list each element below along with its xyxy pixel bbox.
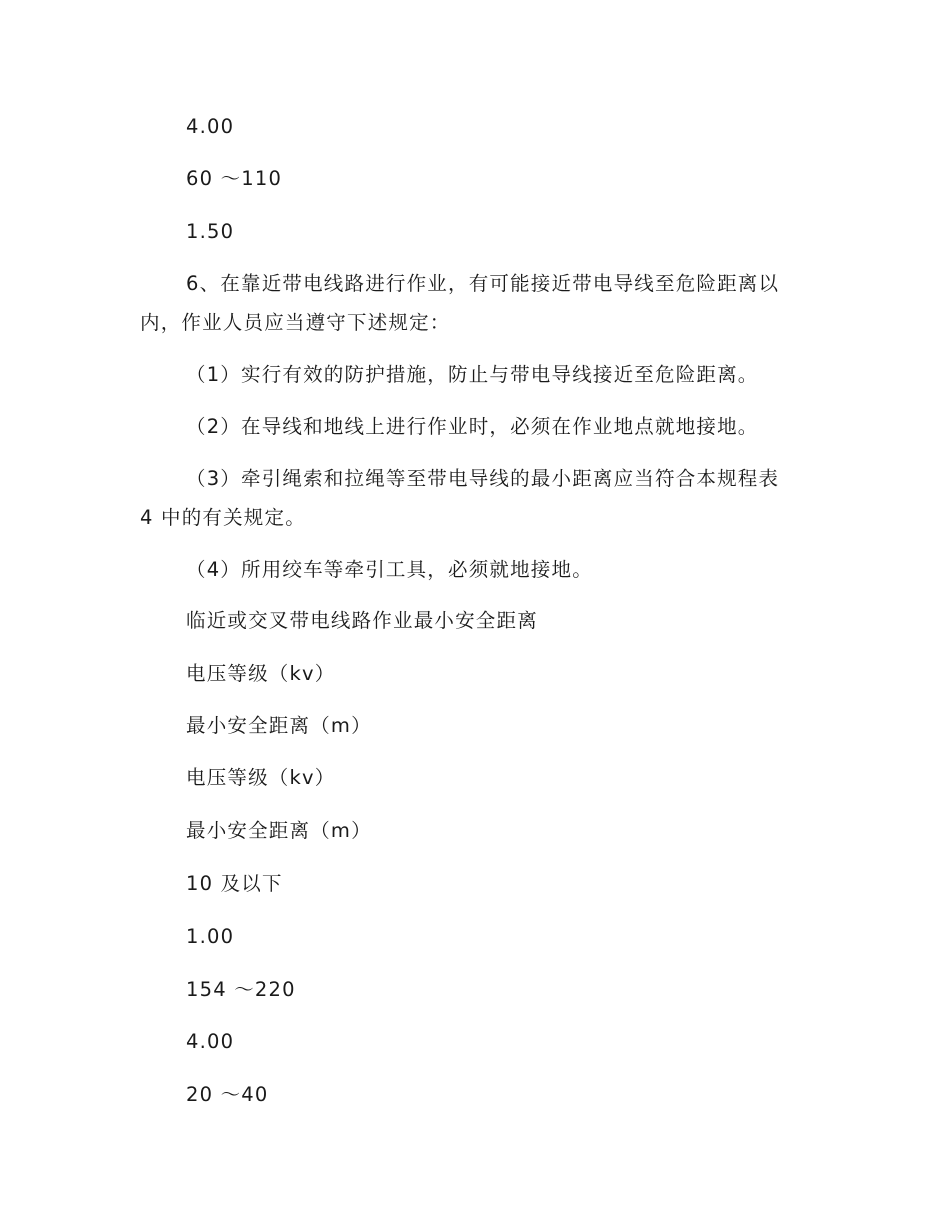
list-item: （3）牵引绳索和拉绳等至带电导线的最小距离应当符合本规程表: [186, 467, 780, 490]
table-header: 最小安全距离（m）: [186, 714, 372, 737]
list-item: （4）所用绞车等牵引工具，必须就地接地。: [186, 558, 593, 581]
table-cell: 1.00: [186, 925, 235, 948]
table-header: 电压等级（kv）: [186, 662, 336, 685]
table-title: 临近或交叉带电线路作业最小安全距离: [186, 609, 538, 632]
paragraph-line: 内，作业人员应当遵守下述规定：: [140, 311, 451, 334]
text-line: 4.00: [186, 115, 235, 138]
table-cell: 20 ～40: [186, 1083, 269, 1106]
table-cell: 154 ～220: [186, 978, 296, 1001]
text-line: 60 ～110: [186, 167, 283, 190]
table-cell: 10 及以下: [186, 872, 283, 895]
text-line: 1.50: [186, 220, 235, 243]
table-cell: 4.00: [186, 1030, 235, 1053]
table-header: 电压等级（kv）: [186, 766, 336, 789]
list-item-continuation: 4 中的有关规定。: [140, 506, 306, 529]
table-header: 最小安全距离（m）: [186, 819, 372, 842]
paragraph-line: 6、在靠近带电线路进行作业，有可能接近带电导线至危险距离以: [186, 272, 780, 295]
list-item: （1）实行有效的防护措施，防止与带电导线接近至危险距离。: [186, 363, 759, 386]
list-item: （2）在导线和地线上进行作业时，必须在作业地点就地接地。: [186, 415, 759, 438]
